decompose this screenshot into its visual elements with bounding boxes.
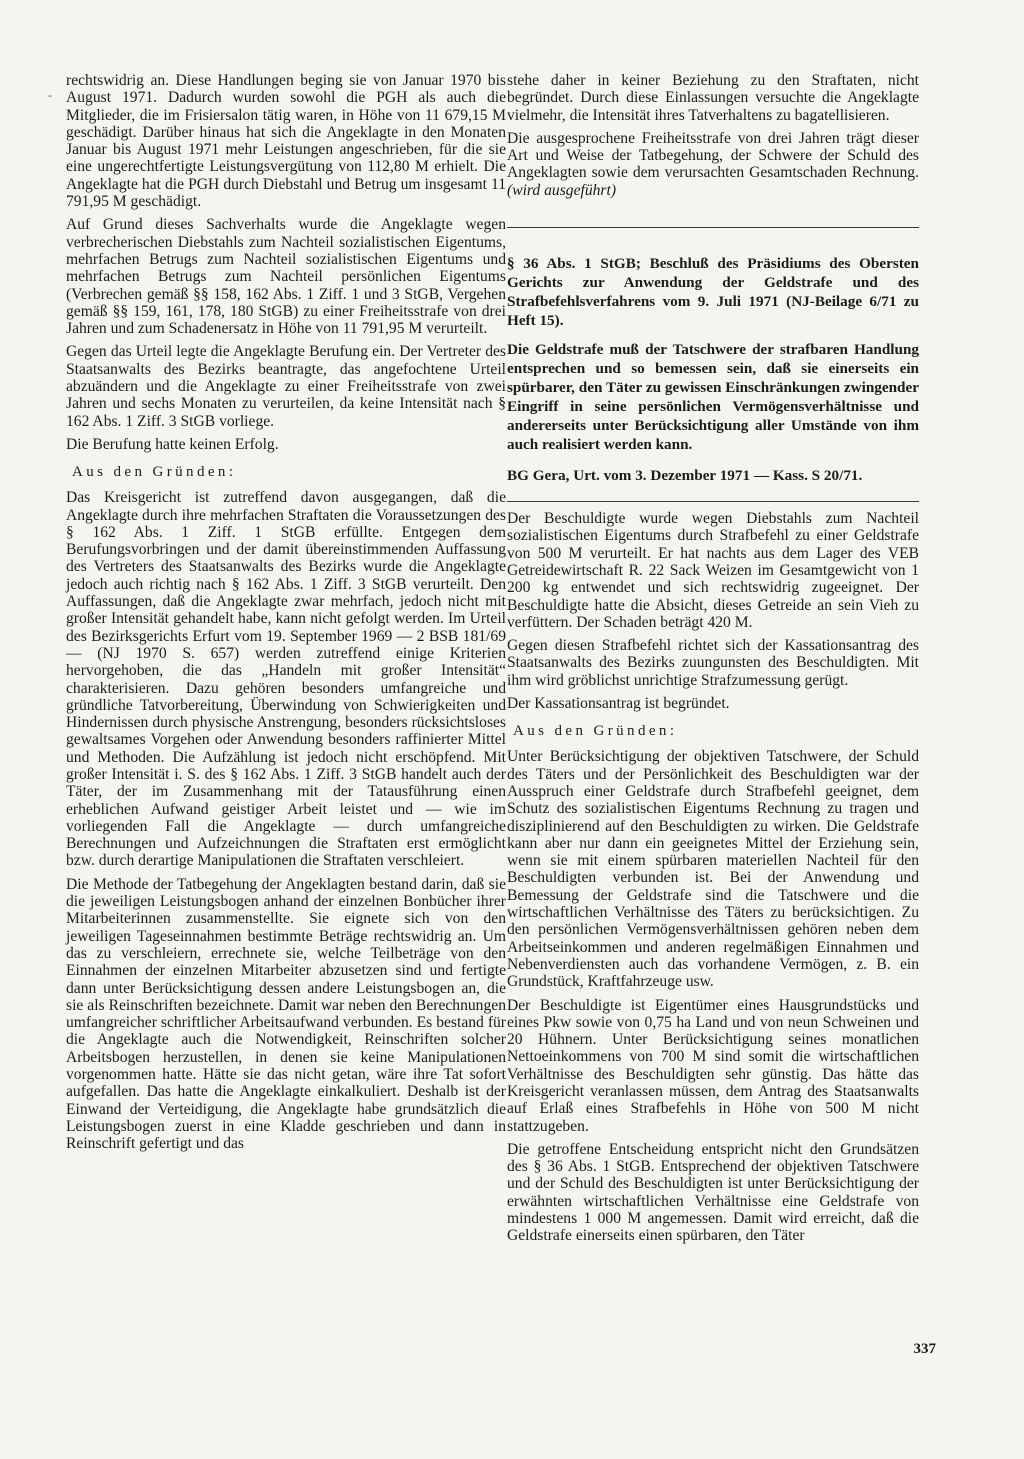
right-column — [507, 72, 919, 1251]
omission-note: (wird ausgeführt) — [507, 181, 617, 199]
paragraph: Auf Grund dieses Sachverhalts wurde die Angeklagte wegen verbrecherischen Diebstahls zum Nachteil sozialistischen Eigentums, mehrfachen Betrugs zum Nachteil sozialistischen Eigentums und mehrfachen Betrugs zum Nachteil persönlichen Eigentums (Verbrechen gemäß §§ 158, 162 Abs. 1 Ziff. 1 und 3 StGB, Vergehen gemäß §§ 159, 161, 178, 180 StGB) zu einer Freiheitsstrafe von drei Jahren und zum Schadenersatz in Höhe von 11 791,95 M verurteilt. — [66, 216, 506, 338]
paragraph: Gegen das Urteil legte die Angeklagte Berufung ein. Der Vertreter des Staatsanwalts des Bezirks beantragte, das angefochtene Urteil abzuändern und die Angeklagte zu einer Freiheitsstrafe von zwei Jahren und sechs Monaten zu verurteilen, da keine Intensität nach § 162 Abs. 1 Ziff. 3 StGB vorliege. — [66, 343, 506, 430]
paragraph: rechtswidrig an. Diese Handlungen beging sie von Januar 1970 bis August 1971. Dadurch wurden sowohl die PGH als auch die Mitglieder, die im Frisiersalon tätig waren, in Höhe von 11 679,15 M geschädigt. Darüber hinaus hat sich die Angeklagte in den Monaten Januar bis August 1971 mehr Leistungen angeschrieben, für die sie eine ungerechtfertigte Leistungsvergütung von 112,80 M erhielt. Die Angeklagte hat die PGH durch Diebstahl und Betrug um insgesamt 11 791,95 M geschädigt. — [66, 72, 506, 211]
section-divider — [507, 227, 919, 228]
paragraph: Der Beschuldigte ist Eigentümer eines Hausgrundstücks und eines Pkw sowie von 0,75 ha Land und von neun Schweinen und 20 Hühnern. Unter Berücksichtigung seines monatlichen Nettoeinkommens von 700 M sind somit die wirtschaftlichen Verhältnisse des Beschuldigten sehr günstig. Das hätte das Kreisgericht veranlassen müssen, dem Antrag des Staatsanwalts auf Erlaß eines Strafbefehls in Höhe von 500 M nicht stattzugeben. — [507, 996, 919, 1135]
left-column — [66, 72, 506, 1159]
paragraph: Die getroffene Entscheidung entspricht nicht den Grundsätzen des § 36 Abs. 1 StGB. Entsprechend der objektiven Tatschwere und der Schuld des Beschuldigten ist unter Berücksichtigung der erwähnten wirtschaftlichen Verhältnisse eine Geldstrafe von mindestens 1 000 M angemessen. Damit wird erreicht, daß die Geldstrafe einerseits einen spürbaren, den Täter — [507, 1140, 919, 1245]
margin-mark: - — [48, 88, 52, 102]
paragraph: Die Methode der Tatbegehung der Angeklagten bestand darin, daß sie die jeweiligen Leistungsbogen anhand der einzelnen Bonbücher ihrer Mitarbeiterinnen zusammenstellte. Sie eignete sich von den jeweiligen Tageseinnahmen bestimmte Beträge rechtswidrig an. Um das zu verschleiern, errechnete sie, welche Teilbeträge von den Einnahmen der einzelnen Mitarbeiter abzusetzen sind und fertigte dann unter Berücksichtigung dessen andere Leistungsbogen an, die sie als Reinschriften bezeichnete. Damit war neben den Berechnungen umfangreicher schriftlicher Arbeitsaufwand verbunden. Es bestand für die Angeklagte auch die Notwendigkeit, Reinschriften solcher Arbeitsbogen herzustellen, in denen sie keine Manipulationen vorgenommen hatte. Hätte sie das nicht getan, wäre ihre Tat sofort aufgefallen. Das hatte die Angeklagte einkalkuliert. Deshalb ist der Einwand der Verteidigung, die Angeklagte habe grundsätzlich die Leistungsbogen zuerst in eine Kladde geschrieben und dann in Reinschrift gefertigt und das — [66, 875, 506, 1153]
section-divider — [507, 501, 919, 502]
paragraph-text: Die ausgesprochene Freiheitsstrafe von drei Jahren trägt dieser Art und Weise der Tatbegehung, der Schwere der Schuld des Angeklagten sowie dem verursachten Gesamtschaden Rechnung. — [507, 129, 919, 182]
case-citation-headnote: § 36 Abs. 1 StGB; Beschluß des Präsidiums des Obersten Gerichts zur Anwendung der Geldstrafe und des Strafbefehlsverfahrens vom 9. Juli 1971 (NJ-Beilage 6/71 zu Heft 15). — [507, 255, 919, 330]
court-reference: BG Gera, Urt. vom 3. Dezember 1971 — Kass. S 20/71. — [507, 467, 863, 485]
paragraph: Unter Berücksichtigung der objektiven Tatschwere, der Schuld des Täters und der Persönlichkeit des Beschuldigten war der Ausspruch einer Geldstrafe durch Strafbefehl geeignet, dem Schutz des sozialistischen Eigentums Rechnung zu tragen und disziplinierend auf den Beschuldigten zu wirken. Die Geldstrafe kann aber nur dann ein geeignetes Mittel der Erziehung sein, wenn sie mit einem spürbaren materiellen Nachteil für den Beschuldigten verbunden ist. Bei der Anwendung und Bemessung der Geldstrafe sind die Tatschwere und die wirtschaftlichen Verhältnisse des Täters zu berücksichtigen. Zu den persönlichen Vermögensverhältnissen gehören neben dem Arbeitseinkommen und anderen regelmäßigen Einnahmen und Nebenverdiensten auch das vorhandene Vermögen, z. B. ein Grundstück, Kraftfahrzeuge usw. — [507, 748, 919, 991]
paragraph: Die Berufung hatte keinen Erfolg. — [66, 435, 279, 453]
paragraph-text: stehe daher in keiner Beziehung zu den Straftaten, nicht begründet. Durch diese Einlassungen versuchte die Angeklagte vielmehr, die Intensität ihres Tatverhaltens zu bagatellisieren. — [507, 72, 919, 124]
case-principle: Die Geldstrafe muß der Tatschwere der strafbaren Handlung entsprechen und so bemessen sein, daß sie einerseits ein spürbarer, den Täter zu gewissen Einschränkungen zwingender Eingriff in seine persönlichen Vermögensverhältnisse und andererseits unter Berücksichtigung aller Umstände von ihm auch realisiert werden kann. — [507, 341, 919, 454]
paragraph: Der Beschuldigte wurde wegen Diebstahls zum Nachteil sozialistischen Eigentums durch Strafbefehl zu einer Geldstrafe von 500 M verurteilt. Er hat nachts aus dem Lager des VEB Getreidewirtschaft R. 22 Sack Weizen im Gesamtgewicht von 1 200 kg entwendet und sich rechtswidrig zugeeignet. Der Beschuldigte hatte die Absicht, dieses Getreide an sein Vieh zu verfüttern. Der Schaden beträgt 420 M. — [507, 510, 919, 631]
paragraph — [507, 130, 919, 199]
page-number: 337 — [913, 1341, 936, 1357]
section-heading-grounds: Aus den Gründen: — [513, 723, 678, 740]
paragraph: Gegen diesen Strafbefehl richtet sich der Kassationsantrag des Staatsanwalts des Bezirks zuungunsten des Beschuldigten. Mit ihm wird gröblichst unrichtige Strafzumessung gerügt. — [507, 637, 919, 689]
section-heading-grounds: Aus den Gründen: — [72, 464, 237, 481]
paragraph — [507, 72, 919, 124]
paragraph: Das Kreisgericht ist zutreffend davon ausgegangen, daß die Angeklagte durch ihre mehrfachen Straftaten die Voraussetzungen des § 162 Abs. 1 Ziff. 1 StGB erfüllte. Entgegen dem Berufungsvorbringen und der damit übereinstimmenden Auffassung des Vertreters des Staatsanwalts des Bezirks wurde die Angeklagte jedoch auch richtig nach § 162 Abs. 1 Ziff. 3 StGB verurteilt. Den Auffassungen, daß die Angeklagte zwar mehrfach, jedoch nicht mit großer Intensität gehandelt habe, kann nicht gefolgt werden. Im Urteil des Bezirksgerichts Erfurt vom 19. September 1969 — 2 BSB 181/69 — (NJ 1970 S. 657) werden zutreffend einige Kriterien hervorgehoben, die das „Handeln mit großer Intensität“ charakterisieren. Dazu gehören besonders umfangreiche und gründliche Tatvorbereitung, Überwindung von Schwierigkeiten und Hindernissen durch physische Anstrengung, besonders rücksichtsloses gewaltsames Vorgehen oder Anwendung besonders raffinierter Mittel und Methoden. Die Aufzählung ist jedoch nicht erschöpfend. Mit großer Intensität i. S. des § 162 Abs. 1 Ziff. 3 StGB handelt auch der Täter, der im Zusammenhang mit der Tatausführung einen erheblichen Aufwand geistiger Arbeit leistet und — wie im vorliegenden Fall die Angeklagte — durch umfangreiche Berechnungen und Aufzeichnungen die Straftaten erst ermöglicht bzw. durch derartige Manipulationen die Straftaten verschleiert. — [66, 489, 506, 870]
paragraph: Der Kassationsantrag ist begründet. — [507, 695, 730, 713]
